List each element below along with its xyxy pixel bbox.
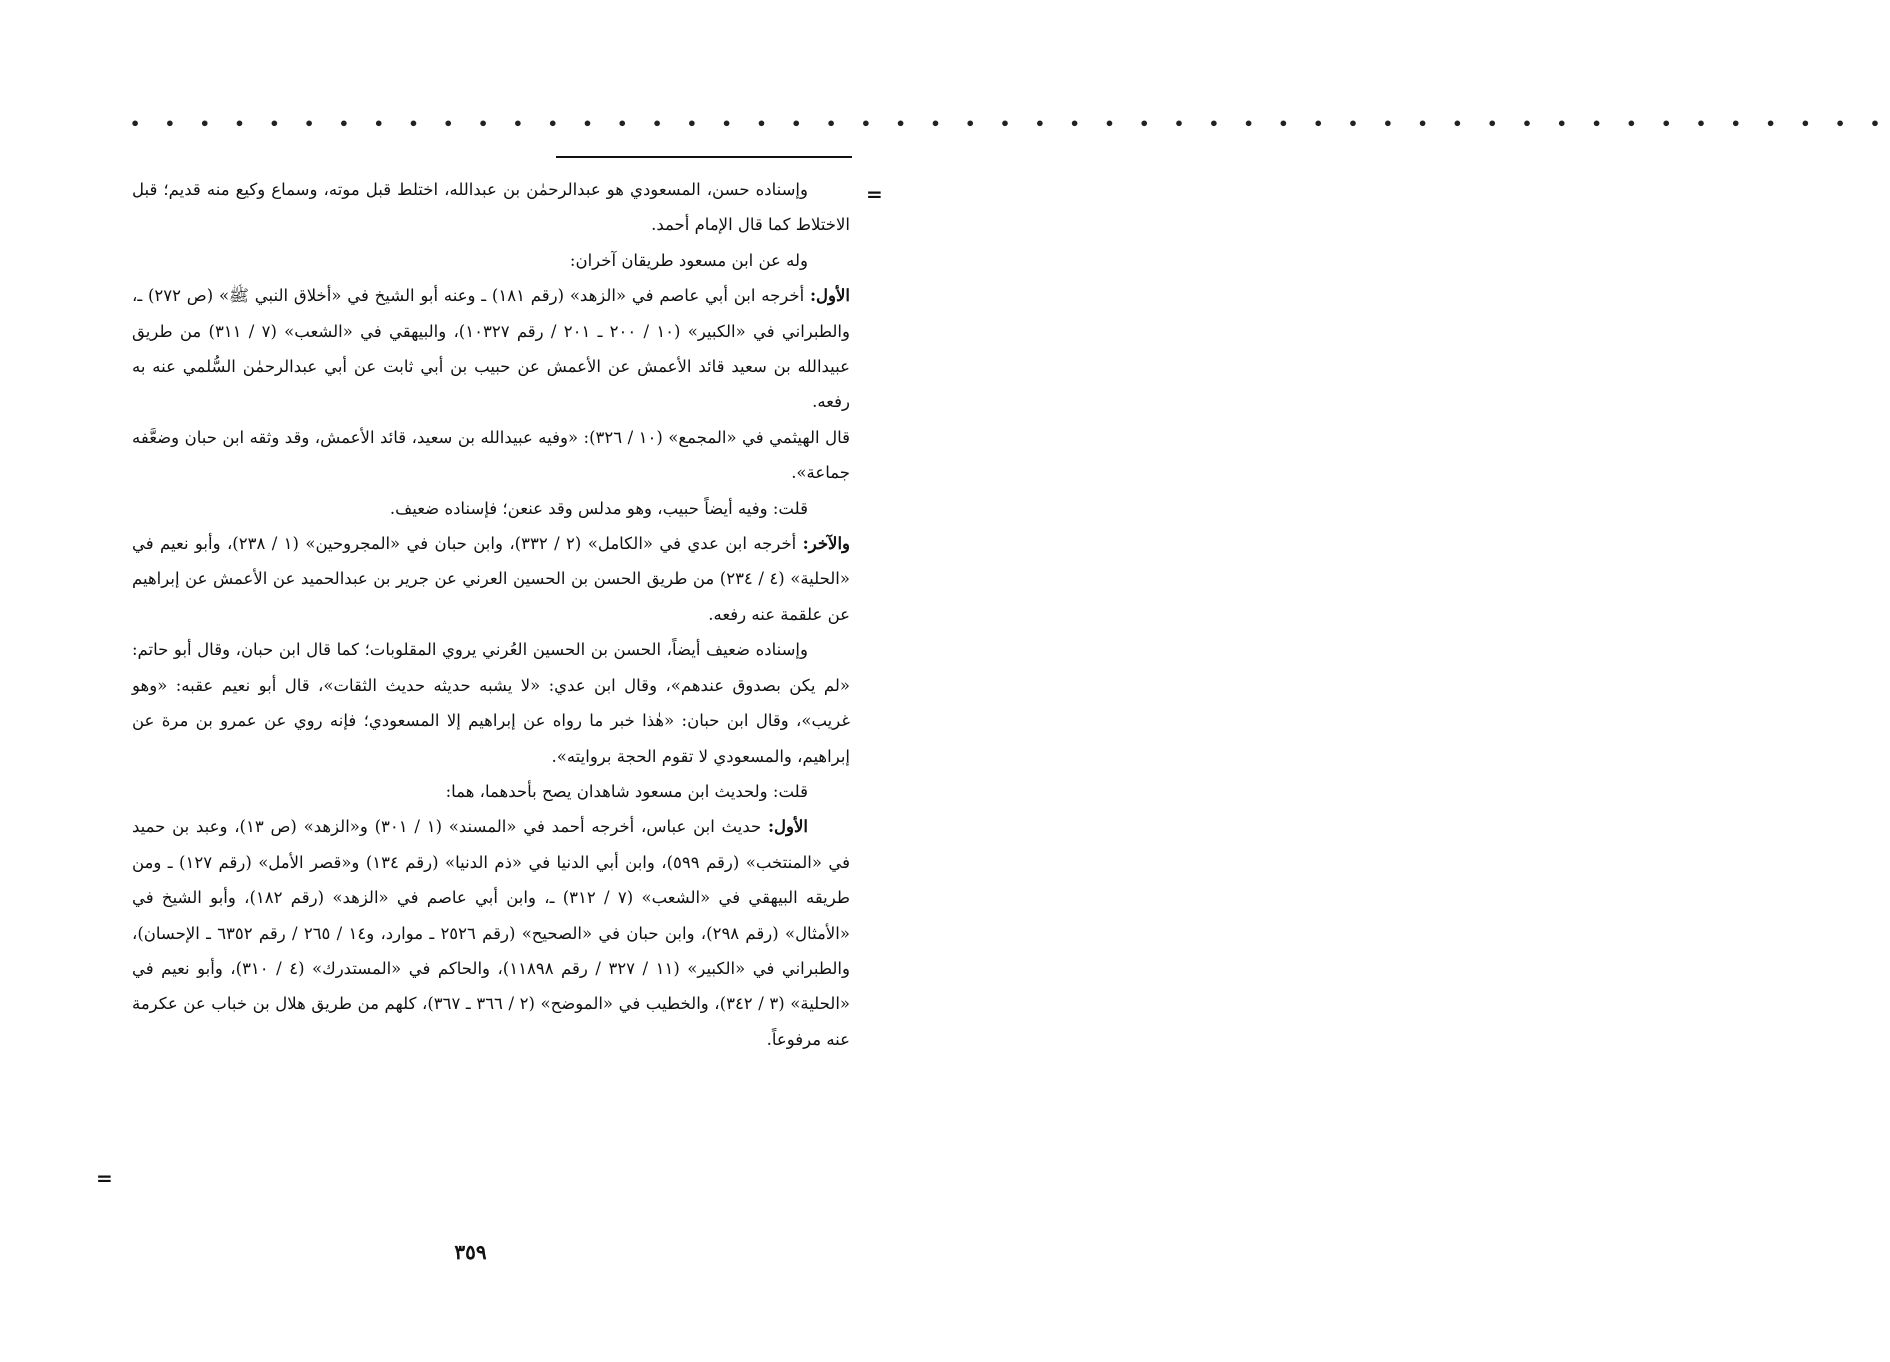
paragraph-lead: الأول:	[767, 817, 809, 837]
paragraph-6	[132, 526, 850, 632]
continuation-mark-top: =	[866, 182, 883, 206]
page-number: ٣٥٩	[454, 1240, 487, 1264]
paragraph-3	[132, 278, 850, 420]
paragraph-text: قلت: وفيه أيضاً حبيب، وهو مدلس وقد عنعن؛ فإسناده ضعيف.	[389, 498, 808, 518]
paragraph-8	[132, 774, 850, 809]
paragraph-7	[132, 632, 850, 774]
paragraph-4	[132, 420, 850, 491]
paragraph-text: قلت: ولحديث ابن مسعود شاهدان يصح بأحدهما، هما:	[445, 781, 808, 801]
paragraph-text: أخرجه ابن عدي في «الكامل» (٢ / ٣٣٢)، وابن حبان في «المجروحين» (١ / ٢٣٨)، وأبو نعيم في «الحلية» (٤ / ٢٣٤) من طريق الحسن بن الحسين العرني عن جرير بن عبدالحميد عن الأعمش عن إبراهيم عن علقمة عنه رفعه.	[132, 534, 850, 624]
paragraph-text: وله عن ابن مسعود طريقان آخران:	[569, 250, 808, 270]
paragraph-text: قال الهيثمي في «المجمع» (١٠ / ٣٢٦): «وفيه عبيدالله بن سعيد، قائد الأعمش، وقد وثقه ابن حبان وضعَّفه جماعة».	[132, 427, 850, 483]
paragraph-2	[132, 243, 850, 278]
paragraph-text: وإسناده ضعيف أيضاً، الحسن بن الحسين العُرني يروي المقلوبات؛ كما قال ابن حبان، وقال أبو حاتم: «لم يكن بصدوق عندهم»، وقال ابن عدي: «لا يشبه حديثه حديث الثقات»، قال أبو نعيم عقبه: «وهو غريب»، وقال ابن حبان: «هٰذا خبر ما رواه عن إبراهيم إلا المسعودي؛ فإنه روي عن عمرو بن مرة عن إبراهيم، والمسعودي لا تقوم الحجة بروايته».	[132, 640, 850, 766]
paragraph-1	[132, 172, 850, 243]
footnote-separator	[556, 156, 852, 158]
paragraph-text: وإسناده حسن، المسعودي هو عبدالرحمٰن بن عبدالله، اختلط قبل موته، وسماع وكيع منه قديم؛ قبل الاختلاط كما قال الإمام أحمد.	[132, 180, 850, 235]
paragraph-lead: والآخر:	[802, 534, 850, 554]
continuation-mark-bottom: =	[96, 1166, 113, 1190]
footnote-body	[132, 172, 850, 1057]
paragraph-text: حديث ابن عباس، أخرجه أحمد في «المسند» (١ / ٣٠١) و«الزهد» (ص ١٣)، وعبد بن حميد في «المنتخب» (رقم ٥٩٩)، وابن أبي الدنيا في «ذم الدنيا» (رقم ١٣٤) و«قصر الأمل» (رقم ١٢٧) ـ ومن طريقه البيهقي في «الشعب» (٧ / ٣١٢) ـ، وابن أبي عاصم في «الزهد» (رقم ١٨٢)، وأبو الشيخ في «الأمثال» (رقم ٢٩٨)، وابن حبان في «الصحيح» (رقم ٢٥٢٦ ـ موارد، و١٤ / ٢٦٥ / رقم ٦٣٥٢ ـ الإحسان)، والطبراني في «الكبير» (١١ / ٣٢٧ / رقم ١١٨٩٨)، والحاكم في «المستدرك» (٤ / ٣١٠)، وأبو نعيم في «الحلية» (٣ / ٣٤٢)، والخطيب في «الموضح» (٢ / ٣٦٦ ـ ٣٦٧)، كلهم من طريق هلال بن خباب عن عكرمة عنه مرفوعاً.	[132, 817, 850, 1049]
paragraph-lead: الأول:	[809, 286, 850, 306]
paragraph-text: أخرجه ابن أبي عاصم في «الزهد» (رقم ١٨١) ـ وعنه أبو الشيخ في «أخلاق النبي ﷺ» (ص ٢٧٢) ـ، والطبراني في «الكبير» (١٠ / ٢٠٠ ـ ٢٠١ / رقم ١٠٣٢٧)، والبيهقي في «الشعب» (٧ / ٣١١) من طريق عبيدالله بن سعيد قائد الأعمش عن الأعمش عن حبيب بن أبي ثابت عن أبي عبدالرحمٰن السُّلمي عنه به رفعه.	[132, 286, 850, 412]
paragraph-5	[132, 491, 850, 526]
header-dotted-rule: • • • • • • • • • • • • • • • • • • • • • • • • • • • • • • • • • • • • • • • • • • • • • • • • • • •	[130, 114, 1890, 133]
paragraph-9	[132, 809, 850, 1057]
